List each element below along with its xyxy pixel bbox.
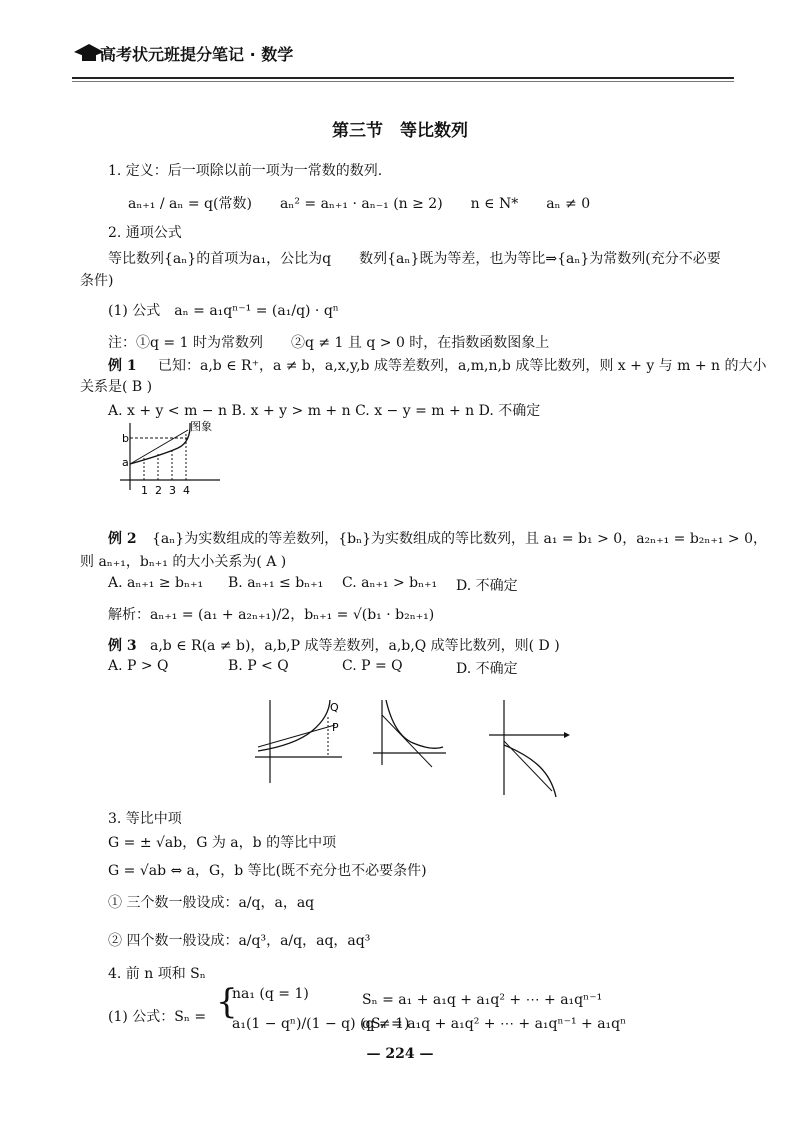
figure-label-q: Q xyxy=(330,701,339,714)
example-3-label: 例 3 xyxy=(108,638,137,654)
general-term-text: 等比数列{aₙ}的首项为a₁，公比为q 数列{aₙ}既为等差，也为等比⇒{aₙ}为常数列(充分不必要 xyxy=(108,251,721,267)
sum-brace: { xyxy=(216,982,238,1022)
example-2-option-d: D. 不确定 xyxy=(456,578,518,594)
figure-label-image: 图象 xyxy=(190,420,212,433)
example-2-label: 例 2 xyxy=(108,531,137,547)
page-number: — 224 — xyxy=(366,1046,434,1062)
example-1-text: 已知：a,b ∈ R⁺，a ≠ b，a,x,y,b 成等差数列，a,m,n,b 成等比数列，则 x + y 与 m + n 的大小 xyxy=(158,358,767,374)
general-term-formula: (1) 公式 aₙ = a₁qⁿ⁻¹ = (a₁/q) · qⁿ xyxy=(108,303,339,319)
figure-tick-2: 2 xyxy=(155,484,162,497)
sum-expansion-1: Sₙ = a₁ + a₁q + a₁q² + ⋯ + a₁qⁿ⁻¹ xyxy=(362,992,603,1008)
example-2-text: {aₙ}为实数组成的等差数列，{bₙ}为实数组成的等比数列，且 a₁ = b₁ > 0，a₂ₙ₊₁ = b₂ₙ₊₁ > 0， xyxy=(152,531,768,547)
example-1-options: A. x + y < m − n B. x + y > m + n C. x − y = m + n D. 不确定 xyxy=(108,403,541,419)
sum-case-2: a₁(1 − qⁿ)/(1 − q) (q ≠ 1) xyxy=(232,1016,410,1032)
figure-graph-middle xyxy=(368,695,448,785)
general-term-heading: 2. 通项公式 xyxy=(108,225,182,241)
example-3-option-a: A. P > Q xyxy=(108,658,169,674)
section-title: 第三节 等比数列 xyxy=(332,121,468,141)
figure-tick-3: 3 xyxy=(169,484,176,497)
example-2-option-a: A. aₙ₊₁ ≥ bₙ₊₁ xyxy=(108,575,204,591)
definition-formula: aₙ₊₁ / aₙ = q(常数) aₙ² = aₙ₊₁ · aₙ₋₁ (n ≥ 2) n ∈ N* aₙ ≠ 0 xyxy=(128,196,591,212)
example-2-option-c: C. aₙ₊₁ > bₙ₊₁ xyxy=(342,575,438,591)
figure-tick-4: 4 xyxy=(183,484,190,497)
four-numbers-line: ② 四个数一般设成：a/q³，a/q，aq，aq³ xyxy=(108,933,371,949)
figure-label-a: a xyxy=(122,456,129,469)
definition-line: 1. 定义：后一项除以前一项为一常数的数列. xyxy=(108,163,383,179)
example-3-option-c: C. P = Q xyxy=(342,658,403,674)
three-numbers-line: ① 三个数一般设成：a/q，a，aq xyxy=(108,895,315,911)
figure-label-b: b xyxy=(122,432,129,445)
sum-expansion-2: qSₙ = a₁q + a₁q² + ⋯ + a₁qⁿ⁻¹ + a₁qⁿ xyxy=(362,1016,627,1032)
geometric-mean-line-2: G = √ab ⇔ a，G，b 等比(既不充分也不必要条件) xyxy=(108,863,427,879)
figure-tick-1: 1 xyxy=(141,484,148,497)
header-rule xyxy=(72,77,734,79)
example-1-label: 例 1 xyxy=(108,358,137,374)
note-line: 注：①q = 1 时为常数列 ②q ≠ 1 且 q > 0 时，在指数函数图象上 xyxy=(108,335,550,351)
sum-case-1: na₁ (q = 1) xyxy=(232,986,309,1002)
figure-graph-right xyxy=(484,695,574,805)
example-2-analysis: 解析：aₙ₊₁ = (a₁ + a₂ₙ₊₁)/2，bₙ₊₁ = √(b₁ · b₂ₙ₊₁) xyxy=(108,607,435,623)
example-3-option-b: B. P < Q xyxy=(228,658,289,674)
geometric-mean-line-1: G = ± √ab，G 为 a，b 的等比中项 xyxy=(108,835,337,851)
figure-label-p: P xyxy=(332,721,339,734)
example-3-text: a,b ∈ R(a ≠ b)，a,b,P 成等差数列，a,b,Q 成等比数列，则( D ) xyxy=(150,638,560,654)
sum-formula-label: (1) 公式：Sₙ = xyxy=(108,1009,207,1025)
general-term-text-cont: 条件) xyxy=(80,273,114,289)
example-2-option-b: B. aₙ₊₁ ≤ bₙ₊₁ xyxy=(228,575,324,591)
geometric-mean-heading: 3. 等比中项 xyxy=(108,811,182,827)
example-1-text-cont: 关系是( B ) xyxy=(80,379,153,395)
example-2-text-cont: 则 aₙ₊₁，bₙ₊₁ 的大小关系为( A ) xyxy=(80,554,287,570)
figure-exponential-graph xyxy=(110,418,230,508)
sum-heading: 4. 前 n 项和 Sₙ xyxy=(108,966,206,982)
header-rule-thin xyxy=(72,81,734,82)
figure-graph-left xyxy=(250,695,345,785)
book-title: 高考状元班提分笔记 · 数学 xyxy=(100,45,294,64)
example-3-option-d: D. 不确定 xyxy=(456,661,518,677)
